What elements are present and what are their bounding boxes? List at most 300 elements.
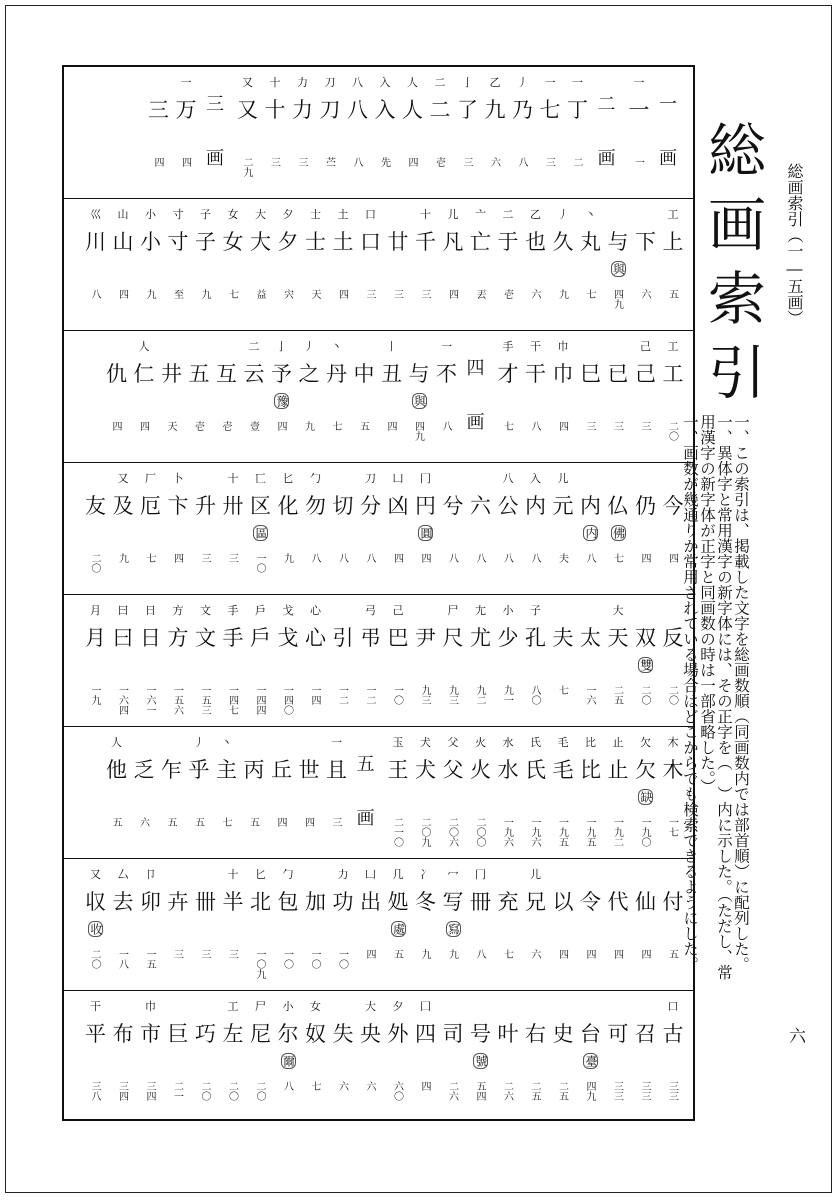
kanji-entry[interactable] [660, 199, 687, 330]
radical-label: 夕 [392, 1000, 404, 1013]
kanji-entry[interactable] [213, 727, 240, 858]
kanji-entry[interactable] [550, 991, 577, 1123]
kanji-entry[interactable] [137, 991, 164, 1123]
kanji-entry[interactable] [632, 463, 659, 594]
kanji-entry[interactable] [385, 727, 412, 858]
page-reference: 四 [179, 157, 191, 167]
kanji-entry[interactable] [467, 463, 494, 594]
kanji-entry[interactable] [247, 199, 274, 330]
page-reference: 四 [666, 553, 678, 563]
kanji-character: 奴 [305, 1022, 326, 1046]
running-head: 総画索引（一―五画） [785, 163, 804, 326]
page-reference: 五 [192, 817, 204, 827]
kanji-character: 出 [360, 890, 381, 914]
kanji-entry[interactable] [495, 991, 522, 1123]
page-reference: 二〇九 [419, 817, 430, 847]
kanji-entry[interactable] [522, 595, 549, 726]
kanji-entry[interactable] [302, 859, 329, 990]
kanji-entry[interactable] [82, 859, 109, 990]
kanji-entry[interactable] [241, 727, 268, 858]
note-3: 一、画数が幾通りか常用されている場合はどこからでも検索できるようにした。 [681, 414, 699, 972]
page-reference: 四 [611, 949, 623, 959]
kanji-entry[interactable] [357, 595, 384, 726]
page-reference: 九 [144, 289, 155, 299]
kanji-character: 与 [408, 362, 430, 386]
kanji-entry[interactable] [495, 463, 522, 594]
kanji-entry[interactable] [165, 463, 192, 594]
page-reference: 二〇 [89, 553, 100, 573]
kanji-character: 戈 [277, 626, 299, 650]
kanji-entry[interactable] [330, 199, 357, 330]
kanji-entry[interactable] [564, 67, 591, 198]
kanji-entry[interactable] [550, 727, 577, 858]
page-reference: 二九 [241, 157, 252, 177]
kanji-entry[interactable] [110, 595, 137, 726]
kanji-character: 女 [222, 230, 244, 254]
page-reference: 四 [385, 421, 396, 431]
variant-form: 處 [391, 923, 406, 935]
index-row [64, 595, 693, 727]
kanji-entry[interactable] [385, 199, 412, 330]
radical-label: 干 [530, 340, 541, 353]
kanji-character: 太 [580, 626, 601, 650]
kanji-entry[interactable] [522, 463, 549, 594]
page-reference: 一五 [144, 949, 155, 969]
kanji-character: 尔 [277, 1022, 299, 1046]
page-reference: 一〇 [391, 685, 403, 705]
kanji-entry[interactable] [137, 595, 164, 726]
kanji-entry[interactable] [399, 67, 426, 198]
kanji-entry[interactable] [632, 331, 659, 462]
page-reference: 五 [110, 817, 121, 827]
kanji-character: 加 [305, 890, 326, 914]
kanji-entry[interactable] [262, 67, 289, 198]
kanji-character: 公 [497, 494, 519, 518]
kanji-character: 反 [662, 626, 684, 650]
kanji-entry[interactable] [495, 727, 522, 858]
radical-label: 欠 [640, 736, 651, 749]
page-reference: 七 [556, 685, 568, 695]
kanji-entry[interactable] [632, 859, 659, 990]
kanji-character: 月 [85, 626, 106, 650]
kanji-entry[interactable] [372, 67, 399, 198]
kanji-entry[interactable] [605, 727, 632, 858]
radical-label: 卩 [145, 868, 156, 881]
kanji-entry[interactable] [454, 67, 481, 198]
kanji-entry[interactable] [440, 727, 467, 858]
kanji-character: 水 [497, 758, 519, 782]
kanji-entry[interactable] [158, 727, 185, 858]
radical-label: 匸 [255, 472, 266, 485]
kanji-entry[interactable] [165, 595, 192, 726]
kanji-entry[interactable] [165, 859, 192, 990]
kanji-character: 入 [374, 98, 396, 122]
kanji-character: 失 [332, 1022, 354, 1046]
stroke-count-label: 画 [356, 808, 375, 829]
page-reference: 六 [639, 289, 650, 299]
kanji-character: 世 [298, 758, 320, 782]
kanji-entry[interactable] [302, 991, 329, 1123]
radical-label: 尸 [255, 1000, 266, 1013]
kanji-entry[interactable] [192, 595, 219, 726]
radical-label: 尸 [447, 604, 459, 617]
kanji-entry[interactable] [433, 331, 460, 462]
kanji-entry[interactable] [577, 727, 604, 858]
kanji-entry[interactable] [275, 859, 302, 990]
kanji-entry[interactable] [103, 727, 130, 858]
kanji-entry[interactable] [317, 67, 344, 198]
kanji-entry[interactable] [605, 331, 632, 462]
page-reference: 四 [419, 553, 430, 563]
page-reference: 八 [351, 157, 362, 167]
radical-label: 水 [502, 736, 514, 749]
kanji-character: 己 [635, 362, 656, 386]
kanji-entry[interactable] [192, 991, 219, 1123]
kanji-character: 卉 [167, 890, 189, 914]
kanji-entry[interactable] [344, 67, 371, 198]
kanji-entry[interactable] [192, 463, 219, 594]
kanji-entry[interactable] [165, 991, 192, 1123]
kanji-entry[interactable] [268, 727, 295, 858]
kanji-character: 叶 [497, 1022, 519, 1046]
radical-label: 夕 [282, 208, 294, 221]
radical-label: 丶 [585, 208, 596, 221]
kanji-entry[interactable] [82, 595, 109, 726]
kanji-entry[interactable] [577, 859, 604, 990]
kanji-entry[interactable] [412, 199, 439, 330]
kanji-entry[interactable] [385, 463, 412, 594]
kanji-entry[interactable] [440, 991, 467, 1123]
kanji-entry[interactable] [522, 859, 549, 990]
kanji-character: 凡 [442, 230, 464, 254]
kanji-entry[interactable] [385, 859, 412, 990]
page-reference: 一九 [89, 685, 100, 705]
page-reference: 四 [556, 421, 568, 431]
stroke-count-number: 四 [466, 358, 485, 379]
page-reference: 壱 [433, 157, 445, 167]
kanji-character: 方 [167, 626, 189, 650]
kanji-entry[interactable] [330, 463, 357, 594]
page-reference: 二〇 [226, 1081, 238, 1101]
kanji-entry[interactable] [632, 727, 659, 858]
kanji-entry[interactable] [131, 331, 158, 462]
kanji-entry[interactable] [82, 991, 109, 1123]
kanji-entry[interactable] [605, 199, 632, 330]
kanji-entry[interactable] [495, 595, 522, 726]
kanji-entry[interactable] [467, 595, 494, 726]
page-reference: 至 [171, 289, 183, 299]
kanji-entry[interactable] [110, 199, 137, 330]
kanji-entry[interactable] [247, 463, 274, 594]
kanji-character: 乃 [512, 98, 533, 122]
page-reference: 一八 [116, 949, 128, 969]
page-reference: 二一〇 [391, 817, 403, 847]
kanji-entry[interactable] [173, 67, 200, 198]
radical-label: 几 [392, 868, 404, 881]
radical-label: 氏 [530, 736, 541, 749]
radical-label: 刀 [324, 76, 336, 89]
page-reference: 三 [611, 421, 623, 431]
kanji-entry[interactable] [467, 199, 494, 330]
kanji-character: 井 [161, 362, 182, 386]
kanji-entry[interactable] [577, 331, 604, 462]
kanji-entry[interactable] [385, 595, 412, 726]
kanji-entry[interactable] [137, 199, 164, 330]
kanji-entry[interactable] [495, 331, 522, 462]
kanji-character: 升 [195, 494, 216, 518]
radical-label: 戶 [255, 604, 266, 617]
kanji-entry[interactable] [289, 67, 316, 198]
kanji-entry[interactable] [522, 727, 549, 858]
index-row [64, 67, 693, 199]
kanji-character: 子 [195, 230, 216, 254]
page-reference: 九 [556, 289, 568, 299]
kanji-entry[interactable] [626, 67, 653, 198]
kanji-character: 且 [326, 758, 347, 782]
stroke-count-label: 画 [597, 148, 616, 169]
kanji-character: 四 [415, 1022, 436, 1046]
kanji-character: 山 [112, 230, 134, 254]
kanji-entry[interactable] [82, 463, 109, 594]
kanji-character: 亡 [470, 230, 491, 254]
kanji-character: 兄 [525, 890, 546, 914]
kanji-character: 令 [580, 890, 601, 914]
kanji-entry[interactable] [330, 595, 357, 726]
kanji-entry[interactable] [357, 859, 384, 990]
kanji-entry[interactable] [268, 331, 295, 462]
kanji-entry[interactable] [302, 595, 329, 726]
kanji-entry[interactable] [440, 463, 467, 594]
page-reference: 四 [152, 157, 163, 167]
kanji-entry[interactable] [632, 595, 659, 726]
kanji-entry[interactable] [509, 67, 536, 198]
kanji-entry[interactable] [220, 991, 247, 1123]
kanji-entry[interactable] [158, 331, 185, 462]
kanji-character: 内 [525, 494, 546, 518]
kanji-entry[interactable] [145, 67, 172, 198]
page-reference: 九三 [446, 685, 458, 705]
kanji-entry[interactable] [427, 67, 454, 198]
kanji-entry[interactable] [412, 991, 439, 1123]
kanji-entry[interactable] [357, 463, 384, 594]
kanji-character: 乏 [133, 758, 155, 782]
kanji-entry[interactable] [213, 331, 240, 462]
kanji-entry[interactable] [247, 595, 274, 726]
kanji-entry[interactable] [275, 199, 302, 330]
radical-label: 二 [248, 340, 260, 353]
kanji-character: 処 [387, 890, 409, 914]
kanji-entry[interactable] [220, 463, 247, 594]
page-reference: 六 [488, 157, 500, 167]
stroke-count-label: 画 [466, 412, 485, 433]
kanji-character: 乍 [161, 758, 182, 782]
kanji-entry[interactable] [378, 331, 405, 462]
kanji-entry[interactable] [550, 463, 577, 594]
kanji-entry[interactable] [495, 199, 522, 330]
kanji-entry[interactable] [522, 991, 549, 1123]
kanji-entry[interactable] [605, 463, 632, 594]
kanji-entry[interactable] [275, 463, 302, 594]
kanji-entry[interactable] [357, 991, 384, 1123]
kanji-entry[interactable] [632, 199, 659, 330]
kanji-entry[interactable] [550, 595, 577, 726]
kanji-entry[interactable] [192, 199, 219, 330]
kanji-entry[interactable] [550, 331, 577, 462]
kanji-entry[interactable] [275, 595, 302, 726]
kanji-entry[interactable] [302, 463, 329, 594]
kanji-character: 仁 [133, 362, 155, 386]
page-reference: 一九〇 [639, 817, 650, 847]
page-reference: 一 [632, 157, 644, 167]
page-reference: 六 [364, 1081, 375, 1091]
kanji-entry[interactable] [110, 463, 137, 594]
kanji-entry[interactable] [412, 859, 439, 990]
kanji-entry[interactable] [632, 991, 659, 1123]
radical-label: 人 [111, 736, 122, 749]
kanji-character: 引 [332, 626, 354, 650]
page-reference: 一九二 [611, 817, 623, 847]
kanji-entry[interactable] [82, 199, 109, 330]
page-reference: 三 [364, 289, 375, 299]
kanji-entry[interactable] [495, 859, 522, 990]
page-reference: 三 [461, 157, 472, 167]
kanji-entry[interactable] [296, 727, 323, 858]
kanji-character: 切 [332, 494, 354, 518]
kanji-entry[interactable] [103, 331, 130, 462]
index-row [64, 991, 693, 1123]
radical-label: 十 [420, 208, 431, 221]
kanji-entry[interactable] [522, 199, 549, 330]
radical-label: 火 [475, 736, 486, 749]
kanji-character: 央 [360, 1022, 381, 1046]
kanji-entry[interactable] [192, 859, 219, 990]
kanji-entry[interactable] [550, 199, 577, 330]
page-reference: 六 [529, 949, 540, 959]
kanji-entry[interactable] [467, 727, 494, 858]
page-reference: 宍 [281, 289, 293, 299]
page-reference: 八 [309, 553, 320, 563]
kanji-character: 八 [347, 98, 368, 122]
kanji-entry[interactable] [577, 199, 604, 330]
kanji-entry[interactable] [330, 991, 357, 1123]
kanji-character: 卅 [222, 494, 244, 518]
kanji-entry[interactable] [323, 727, 350, 858]
kanji-character: 下 [635, 230, 656, 254]
kanji-entry[interactable] [241, 331, 268, 462]
variant-form: 區 [254, 527, 268, 539]
kanji-entry[interactable] [302, 199, 329, 330]
page-reference: 一〇 [336, 949, 348, 969]
kanji-character: 孔 [525, 626, 546, 650]
kanji-entry[interactable] [440, 199, 467, 330]
kanji-character: 氏 [525, 758, 546, 782]
kanji-entry[interactable] [577, 595, 604, 726]
kanji-character: 代 [607, 890, 629, 914]
kanji-entry[interactable] [110, 991, 137, 1123]
radical-label: 儿 [557, 472, 569, 485]
kanji-entry[interactable] [605, 859, 632, 990]
page-reference: 七 [144, 553, 155, 563]
kanji-entry[interactable] [247, 859, 274, 990]
kanji-entry[interactable] [605, 991, 632, 1123]
index-row [64, 727, 693, 859]
kanji-character: 心 [305, 626, 326, 650]
page-number: 六 [785, 1027, 805, 1044]
kanji-entry[interactable] [234, 67, 261, 198]
kanji-entry[interactable] [467, 859, 494, 990]
index-row [64, 199, 693, 331]
kanji-entry[interactable] [220, 595, 247, 726]
kanji-entry[interactable] [385, 991, 412, 1123]
kanji-entry[interactable] [522, 331, 549, 462]
kanji-entry[interactable] [412, 595, 439, 726]
kanji-entry[interactable] [351, 331, 378, 462]
kanji-entry[interactable] [220, 859, 247, 990]
kanji-entry[interactable] [440, 859, 467, 990]
kanji-entry[interactable] [220, 199, 247, 330]
kanji-entry[interactable] [412, 463, 439, 594]
kanji-character: 川 [85, 230, 106, 254]
radical-label: 文 [200, 604, 211, 617]
kanji-entry[interactable] [482, 67, 509, 198]
kanji-entry[interactable] [165, 199, 192, 330]
radical-label: 犬 [420, 736, 431, 749]
page-reference: 八 [281, 1081, 293, 1091]
kanji-character: 一 [628, 98, 650, 122]
kanji-entry[interactable] [577, 991, 604, 1123]
kanji-entry[interactable] [550, 859, 577, 990]
kanji-entry[interactable] [330, 859, 357, 990]
kanji-character: 夕 [277, 230, 299, 254]
kanji-character: 天 [607, 626, 629, 650]
kanji-character: 三 [148, 98, 169, 122]
kanji-entry[interactable] [131, 727, 158, 858]
kanji-entry[interactable] [660, 991, 687, 1123]
kanji-entry[interactable] [296, 331, 323, 462]
kanji-character: 了 [457, 98, 478, 122]
kanji-character: 父 [442, 758, 464, 782]
kanji-entry[interactable] [537, 67, 564, 198]
kanji-entry[interactable] [440, 595, 467, 726]
page-reference: 九 [199, 289, 210, 299]
kanji-entry[interactable] [467, 991, 494, 1123]
note-2: 一、異体字と常用漢字の新字体には、その正字を（ ）内に示した。（ただし、常用漢字の新字体が正字と同画数の時は一部省略した。） [698, 414, 733, 980]
radical-label: 土 [337, 208, 349, 221]
kanji-entry[interactable] [605, 595, 632, 726]
radical-label: 士 [310, 208, 321, 221]
kanji-character: 功 [332, 890, 354, 914]
kanji-entry[interactable] [110, 859, 137, 990]
kanji-entry[interactable] [412, 727, 439, 858]
radical-label: 儿 [447, 208, 459, 221]
kanji-entry[interactable] [137, 859, 164, 990]
kanji-entry[interactable] [275, 991, 302, 1123]
kanji-entry[interactable] [186, 727, 213, 858]
kanji-entry[interactable] [357, 199, 384, 330]
page-reference: 二一 [171, 1081, 183, 1101]
kanji-character: 寸 [167, 230, 189, 254]
kanji-entry[interactable] [406, 331, 433, 462]
kanji-character: 召 [635, 1022, 656, 1046]
kanji-entry[interactable] [323, 331, 350, 462]
kanji-entry[interactable] [186, 331, 213, 462]
kanji-entry[interactable] [247, 991, 274, 1123]
stroke-count-number: 三 [206, 94, 224, 115]
kanji-character: 区 [250, 494, 271, 518]
kanji-entry[interactable] [577, 463, 604, 594]
radical-label: 子 [530, 604, 541, 617]
kanji-entry[interactable] [137, 463, 164, 594]
